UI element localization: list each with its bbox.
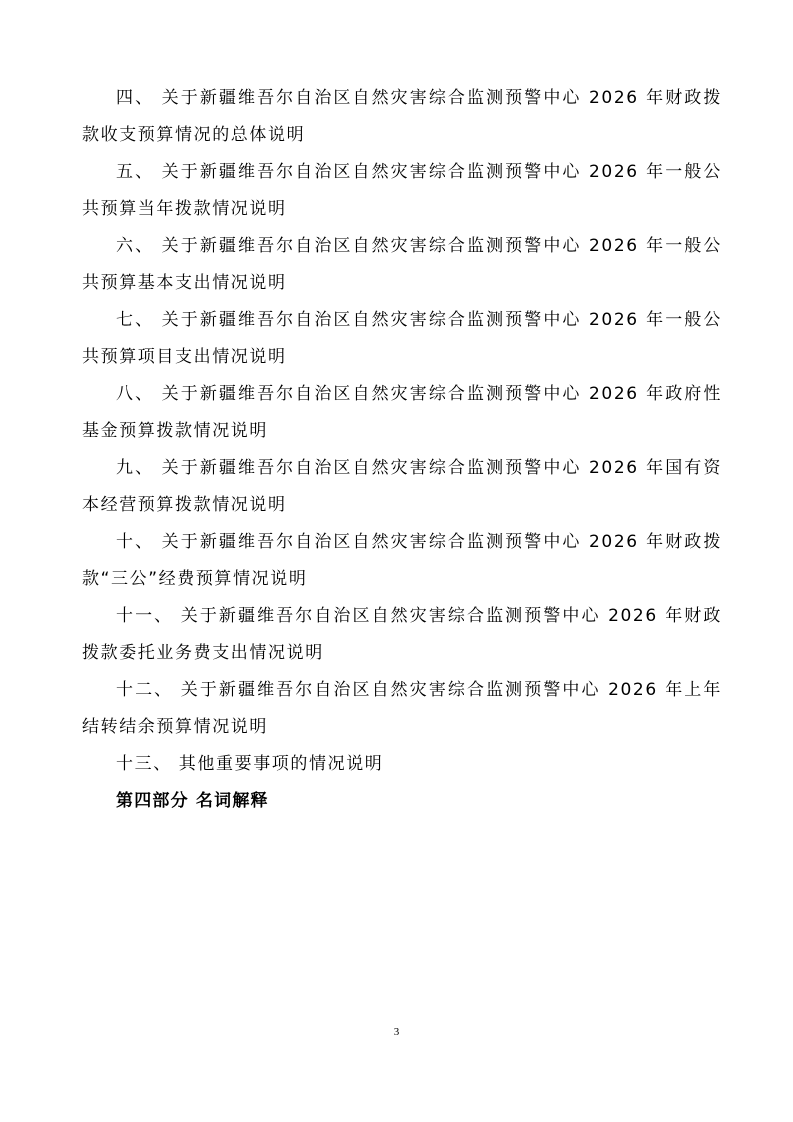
toc-entry-5: 五、 关于新疆维吾尔自治区自然灾害综合监测预警中心 2026 年一般公共预算当年拨款情况说明 [82, 162, 722, 219]
toc-entry-12: 十二、 关于新疆维吾尔自治区自然灾害综合监测预警中心 2026 年上年结转结余预算情况说明 [82, 680, 722, 737]
page-number: 3 [393, 1026, 400, 1038]
section-heading: 第四部分 名词解释 [116, 791, 269, 811]
toc-entry-8: 八、 关于新疆维吾尔自治区自然灾害综合监测预警中心 2026 年政府性基金预算拨款情况说明 [82, 384, 722, 441]
toc-entry-11: 十一、 关于新疆维吾尔自治区自然灾害综合监测预警中心 2026 年财政拨款委托业务费支出情况说明 [82, 606, 722, 663]
toc-entry-4: 四、 关于新疆维吾尔自治区自然灾害综合监测预警中心 2026 年财政拨款收支预算情况的总体说明 [82, 88, 722, 145]
table-of-contents [82, 80, 722, 820]
toc-entry-13: 十三、 其他重要事项的情况说明 [116, 754, 384, 774]
toc-entry-6: 六、 关于新疆维吾尔自治区自然灾害综合监测预警中心 2026 年一般公共预算基本支出情况说明 [82, 236, 722, 293]
toc-entry-9: 九、 关于新疆维吾尔自治区自然灾害综合监测预警中心 2026 年国有资本经营预算拨款情况说明 [82, 458, 722, 515]
toc-entry-7: 七、 关于新疆维吾尔自治区自然灾害综合监测预警中心 2026 年一般公共预算项目支出情况说明 [82, 310, 722, 367]
toc-entry-10: 十、 关于新疆维吾尔自治区自然灾害综合监测预警中心 2026 年财政拨款“三公”经费预算情况说明 [82, 532, 722, 589]
